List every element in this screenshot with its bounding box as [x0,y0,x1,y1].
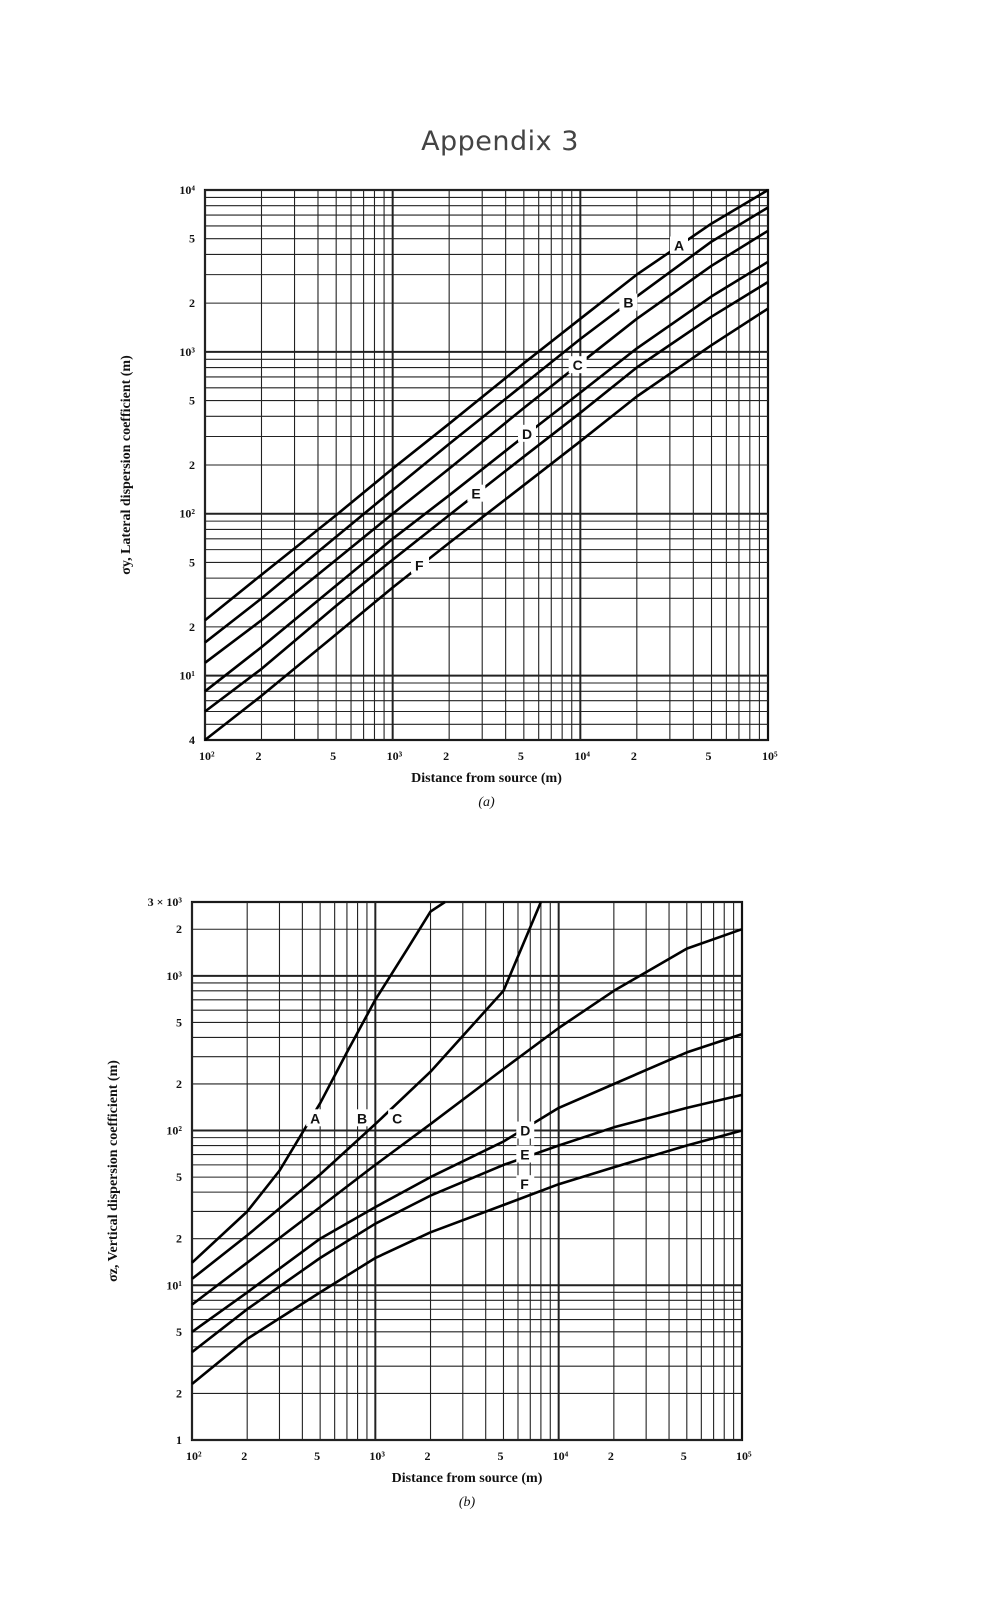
series-line-b [205,208,768,643]
x-tick-label: 10⁴ [552,1449,569,1463]
y-tick-label: 2 [189,619,195,634]
x-tick-label: 10⁵ [762,749,778,763]
curve-label-a: A [674,237,685,254]
y-tick-label: 2 [176,1076,182,1091]
x-tick-label: 2 [424,1449,431,1463]
chart-a-x-axis-label: Distance from source (m) [411,771,562,786]
y-tick-label: 2 [176,1231,182,1246]
y-tick-label: 5 [189,231,195,246]
y-tick-label: 5 [176,1170,182,1185]
x-tick-label: 5 [330,749,337,763]
x-tick-label: 5 [705,749,712,763]
curve-label-e: E [471,485,481,502]
x-tick-label: 5 [517,749,524,763]
curve-label-c: C [392,1110,403,1127]
chart-a-subtitle: (a) [478,795,495,810]
series-line-f [192,1131,742,1385]
y-tick-label: 2 [176,1386,182,1401]
x-tick-label: 2 [255,749,262,763]
x-tick-label: 2 [241,1449,248,1463]
y-tick-label: 2 [189,458,195,472]
y-tick-label: 10¹ [166,1278,182,1293]
curve-label-f: F [415,557,424,574]
x-tick-label: 5 [497,1449,504,1463]
chart-b-vertical [0,860,1000,1600]
x-tick-label: 5 [680,1449,687,1463]
curve-label-f: F [520,1176,529,1193]
y-tick-label: 1 [176,1433,182,1447]
chart-b-ticks [148,895,752,1463]
x-tick-label: 2 [607,1449,614,1463]
x-tick-label: 10⁴ [574,749,590,763]
y-tick-label: 5 [176,1324,182,1339]
y-tick-label: 2 [189,296,195,311]
chart-b-subtitle: (b) [458,1495,476,1510]
page-title: Appendix 3 [421,126,579,157]
series-line-d [192,1034,742,1332]
y-tick-label: 10² [166,1123,182,1138]
series-line-e [205,282,768,712]
chart-a-lateral [0,150,1000,840]
curve-label-e: E [520,1146,530,1163]
x-tick-label: 10² [199,749,215,763]
curve-label-d: D [521,425,533,442]
y-tick-label: 10³ [166,968,182,983]
series-line-c [192,929,742,1304]
y-tick-label: 4 [189,733,195,747]
y-tick-label: 10² [179,506,195,521]
chart-b-grid [192,902,742,1440]
y-tick-label: 3 × 10³ [147,895,182,909]
x-tick-label: 10³ [369,1449,385,1463]
chart-a-y-axis-label: σy, Lateral dispersion coefficient (m) [119,355,134,575]
curve-label-b: B [623,294,634,311]
y-tick-label: 10⁴ [179,183,195,197]
chart-b-x-axis-label: Distance from source (m) [391,1471,543,1486]
y-tick-label: 5 [189,393,195,408]
y-tick-label: 10³ [179,344,195,359]
chart-a-curve-labels [411,236,688,573]
x-tick-label: 10² [186,1449,202,1463]
curve-label-d: D [520,1122,531,1139]
curve-label-b: B [356,1110,368,1127]
chart-b-y-axis-label: σz, Vertical dispersion coefficient (m) [106,1060,121,1282]
x-tick-label: 10⁵ [736,1449,752,1463]
chart-b-curve-labels [306,1109,534,1192]
curve-label-c: C [572,357,583,374]
curve-label-a: A [310,1110,321,1127]
y-tick-label: 5 [189,555,195,570]
series-line-e [192,1095,742,1352]
x-tick-label: 2 [443,749,450,763]
chart-b-series [192,902,742,1384]
y-tick-label: 10¹ [179,668,195,683]
y-tick-label: 5 [176,1015,182,1030]
y-tick-label: 2 [176,922,182,937]
x-tick-label: 2 [630,749,637,763]
x-tick-label: 10³ [386,749,403,763]
x-tick-label: 5 [314,1449,321,1463]
